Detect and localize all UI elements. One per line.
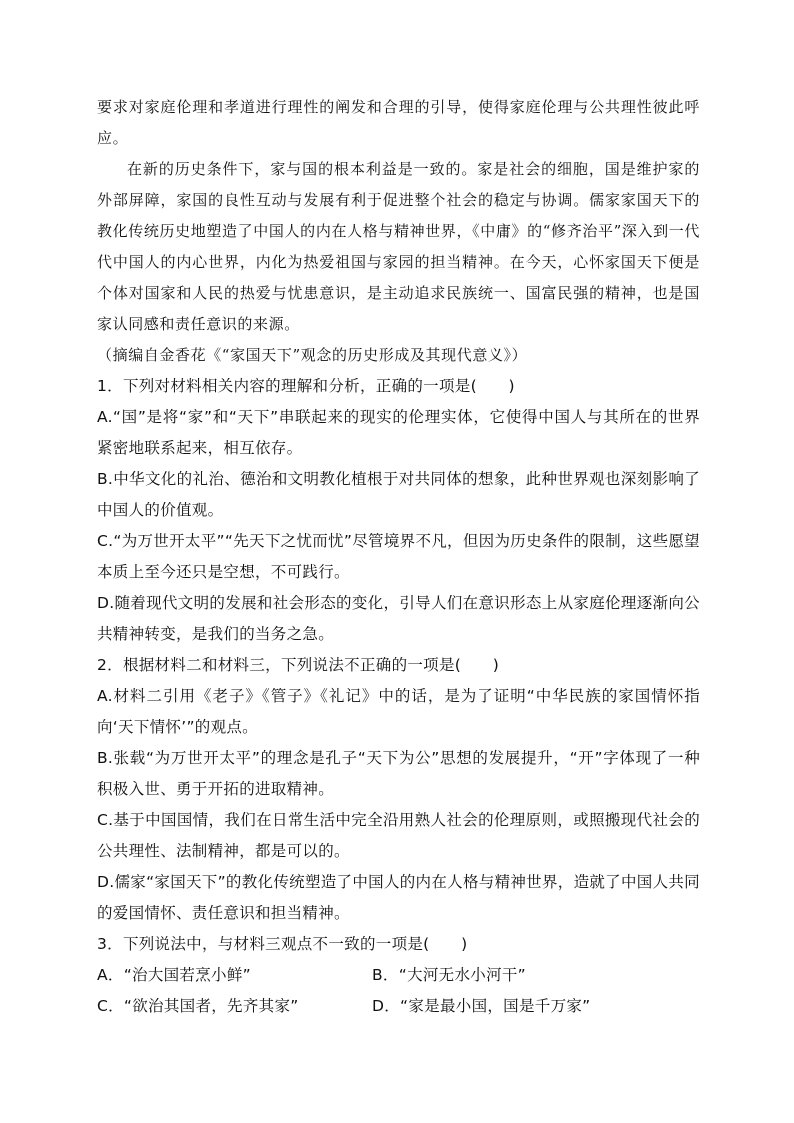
passage-paragraph-1-tail: 要求对家庭伦理和孝道进行理性的阐发和合理的引导，使得家庭伦理与公共理性彼此呼应。 [97, 98, 700, 147]
question-3 [97, 929, 700, 1022]
passage-paragraph-2: 在新的历史条件下，家与国的根本利益是一致的。家是社会的细胞，国是维护家的外部屏障，家国的良性互动与发展有利于促进整个社会的稳定与协调。儒家家国天下的教化传统历史地塑造了中国人的内在人格与精神世界，《中庸》的“修齐治平”深入到一代代中国人的内心世界，内化为热爱祖国与家园的担当精神。在今天，心怀家国天下便是个体对国家和人民的热爱与忧患意识，是主动追求民族统一、国富民强的精神，也是国家认同感和责任意识的来源。 [97, 160, 700, 333]
question-1 [97, 371, 700, 650]
question-list [97, 371, 700, 1022]
option-d: D.儒家“家国天下”的教化传统塑造了中国人的内在人格与精神世界，造就了中国人共同的爱国情怀、责任意识和担当精神。 [97, 873, 700, 922]
option-grid [97, 960, 700, 1022]
option-b: B.中华文化的礼治、德治和文明教化植根于对共同体的想象，此种世界观也深刻影响了中国人的价值观。 [97, 470, 700, 519]
option-b: B.张载“为万世开太平”的理念是孔子“天下为公”思想的发展提升，“开”字体现了一种积极入世、勇于开拓的进取精神。 [97, 749, 700, 798]
question-stem: 1．下列对材料相关内容的理解和分析，正确的一项是( ) [97, 377, 515, 395]
document-page [97, 92, 700, 1022]
question-stem: 3．下列说法中，与材料三观点不一致的一项是( ) [97, 935, 468, 953]
option-a: A.“国”是将“家”和“天下”串联起来的现实的伦理实体，它使得中国人与其所在的世界紧密地联系起来，相互依存。 [97, 408, 700, 457]
option-c: C．“欲治其国者，先齐其家” [97, 997, 299, 1015]
question-stem: 2．根据材料二和材料三，下列说法不正确的一项是( ) [97, 656, 500, 674]
option-a: A．“治大国若烹小鲜” [97, 966, 251, 984]
option-d: D．“家是最小国，国是千万家” [372, 997, 591, 1015]
option-d: D.随着现代文明的发展和社会形态的变化，引导人们在意识形态上从家庭伦理逐渐向公共精神转变，是我们的当务之急。 [97, 594, 700, 643]
passage-source: （摘编自金香花《“家国天下”观念的历史形成及其现代意义》） [97, 346, 528, 364]
reading-passage [97, 92, 700, 371]
option-c: C.基于中国国情，我们在日常生活中完全沿用熟人社会的伦理原则，或照搬现代社会的公共理性、法制精神，都是可以的。 [97, 811, 700, 860]
option-a: A.材料二引用《老子》《管子》《礼记》中的话，是为了证明“中华民族的家国情怀指向‘天下情怀’”的观点。 [97, 687, 700, 736]
question-2 [97, 650, 700, 929]
option-b: B．“大河无水小河干” [372, 966, 526, 984]
option-c: C.“为万世开太平”“先天下之忧而忧”尽管境界不凡，但因为历史条件的限制，这些愿望本质上至今还只是空想，不可践行。 [97, 532, 700, 581]
